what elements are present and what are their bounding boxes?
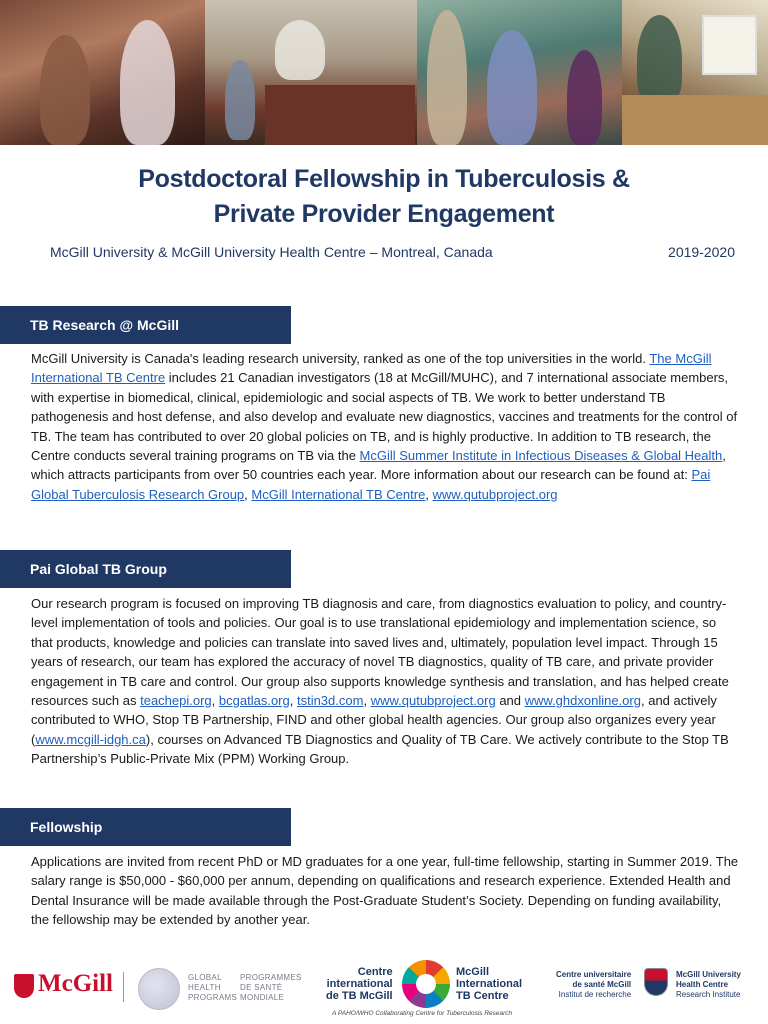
title-line-2: Private Provider Engagement <box>213 200 555 228</box>
link-qutubproject[interactable]: www.qutubproject.org <box>432 486 558 502</box>
link-mcgill-intl-tb-centre[interactable]: The McGill International TB Centre <box>31 351 712 386</box>
ghp-french: PROGRAMMES DE SANTÉ MONDIALE <box>240 973 302 1002</box>
divider <box>123 972 124 1002</box>
photo-clinic-desk <box>205 0 417 145</box>
page-title <box>0 162 768 232</box>
section-heading-fellowship: Fellowship <box>0 808 291 846</box>
link-teachepi[interactable]: teachepi.org <box>140 693 212 709</box>
cusm-logo-text: Centre universitaire de santé McGill Institut de recherche <box>556 970 632 999</box>
sdg-wheel-icon <box>402 960 450 1008</box>
link-mcgill-idgh[interactable]: www.mcgill-idgh.ca <box>35 731 146 747</box>
title-line-1: Postdoctoral Fellowship in Tuberculosis & <box>138 165 630 193</box>
muhc-logo-text: McGill University Health Centre Research Institute <box>676 970 741 999</box>
link-pai-global-tb-group[interactable]: Pai Global Tuberculosis Research Group <box>31 467 711 502</box>
section-heading-tb-research: TB Research @ McGill <box>0 306 291 344</box>
link-bcgatlas[interactable]: bcgatlas.org <box>218 693 290 709</box>
photo-women-smiling <box>0 0 205 145</box>
link-mcgill-tb-centre[interactable]: McGill International TB Centre <box>251 486 426 502</box>
globe-icon <box>138 968 180 1010</box>
photo-xray-viewer <box>622 0 768 145</box>
pai-group-paragraph: Our research program is focused on improving TB diagnosis and care, from diagnostics evaluation to policy, and country-level implementation of tools and policies. Our goal is to use translational epidemiology and implementation science, so that products, knowledge and policies can translate into saved lives and, ultimately, population level impact. Through 15 years of research, our team has explored the accuracy of novel TB diagnostics, quality of TB care, and private provider engagement in TB care and control. Our group also supports knowledge synthesis and translation, and has helped create resources such as teachepi.org, bcgatlas.org, tstin3d.com, www.qutubproject.org and www.ghdxonline.org, and actively contributed to WHO, Stop TB Partnership, FIND and other global health agencies. Our group also organizes every year (www.mcgill-idgh.ca), courses on Advanced TB Diagnostics and Quality of TB Care. We actively contribute to the Stop TB Partnership’s Public-Private Mix (PPM) Working Group. <box>31 596 729 767</box>
tb-centre-french-name: Centre international de TB McGill <box>326 966 393 1002</box>
link-tstin3d[interactable]: tstin3d.com <box>296 693 364 709</box>
year-range: 2019-2020 <box>668 244 735 260</box>
fellowship-paragraph: Applications are invited from recent PhD or MD graduates for a one year, full-time fellowship, starting in Summer 2019. The salary range is $50,000 - $60,000 per annum, depending on qualifications and research experience. Extended Health and Dental Insurance will be made available through the Post-Graduate Student’s Society. Depending on funding availability, the fellowship may be extended by another year. <box>31 854 739 928</box>
tb-centre-english-name: McGill International TB Centre <box>456 966 523 1002</box>
affiliation-text: McGill University & McGill University Health Centre – Montreal, Canada <box>50 244 493 260</box>
mcgill-logo: McGill <box>38 970 113 997</box>
muhc-shield-icon <box>644 968 668 996</box>
affiliation-row <box>50 244 735 260</box>
footer-logos <box>0 950 768 1024</box>
photo-banner <box>0 0 768 145</box>
photo-health-workers <box>417 0 622 145</box>
paho-tagline: A PAHO/WHO Collaborating Centre for Tuberculosis Research <box>332 1010 513 1017</box>
link-qutubproject-2[interactable]: www.qutubproject.org <box>370 693 496 709</box>
link-ghdxonline[interactable]: www.ghdxonline.org <box>524 693 641 709</box>
mcgill-shield-icon <box>14 974 34 998</box>
link-summer-institute[interactable]: McGill Summer Institute in Infectious Diseases & Global Health <box>359 448 723 464</box>
tb-research-paragraph: McGill University is Canada's leading research university, ranked as one of the top universities in the world. The McGill International TB Centre includes 21 Canadian investigators (18 at McGill/MUHC), and 7 international associate members, with expertise in biomedical, clinical, epidemiologic and social aspects of TB. We work to better understand TB pathogenesis and host defense, and also develop and evaluate new diagnostics, vaccines and treatments for the control of TB. The team has contributed to over 20 global policies on TB, and is highly productive. In addition to TB research, the Centre conducts several training programs on TB via the McGill Summer Institute in Infectious Diseases & Global Health, which attracts participants from over 50 countries each year. More information about our research can be found at: Pai Global Tuberculosis Research Group, McGill International TB Centre, www.qutubproject.org <box>31 351 738 502</box>
section-heading-pai-group: Pai Global TB Group <box>0 550 291 588</box>
ghp-english: GLOBAL HEALTH PROGRAMS <box>188 973 238 1002</box>
